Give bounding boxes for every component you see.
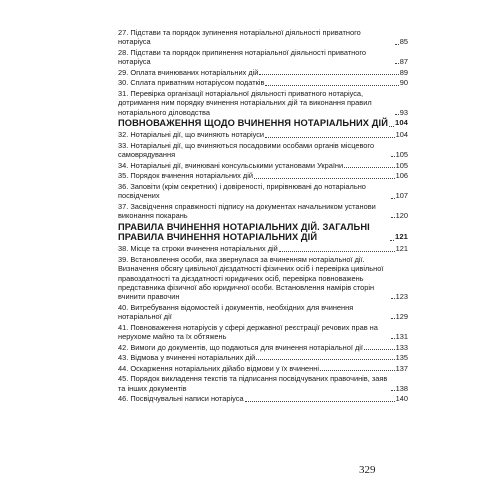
toc-entry xyxy=(118,130,408,139)
toc-entry-title: 38. Місце та строки вчинення нотаріальних дій xyxy=(118,244,278,254)
toc-leader-dots xyxy=(391,390,395,391)
toc-entry xyxy=(118,202,408,221)
toc-entry-line xyxy=(118,244,408,253)
toc-page-number: 85 xyxy=(399,37,408,47)
toc-page-number: 104 xyxy=(395,118,408,128)
toc-entry-line xyxy=(118,68,408,77)
toc-entry-title: 30. Сплата приватним нотаріусом податків xyxy=(118,78,265,88)
toc-entry-line xyxy=(118,255,408,301)
toc-page-number: 90 xyxy=(399,78,408,88)
toc-leader-dots xyxy=(320,370,395,371)
toc-section-heading xyxy=(118,222,408,243)
toc-entry-line xyxy=(118,353,408,362)
toc-leader-dots xyxy=(364,349,395,350)
toc-entry-title: 34. Нотаріальні дії, вчинювані консульськими установами України xyxy=(118,160,344,170)
toc-entry-title: 42. Вимоги до документів, що подаються для вчинення нотаріальної дії xyxy=(118,342,363,352)
toc-section-heading xyxy=(118,118,408,129)
toc-leader-dots xyxy=(279,251,395,252)
toc-entry-title: 39. Встановлення особи, яка звернулася за вчиненням нотаріальної дії. Визначення обсягу цивільної дієздатності фізичних осіб і перевірка цивільної правоздатності та дієздатності юридичних осіб, перевірка повноважень представника фізичної або юридичної особи. Встановлення намірів сторін вчинити правочин xyxy=(118,254,384,302)
toc-page-number: 89 xyxy=(399,67,408,77)
toc-entry-line xyxy=(118,28,408,47)
toc-entry-line xyxy=(118,78,408,87)
toc-leader-dots xyxy=(254,178,395,179)
toc-entry-line xyxy=(118,141,408,160)
toc-leader-dots xyxy=(391,198,395,199)
toc-entry-title: 31. Перевірка організації нотаріальної діяльності приватного нотаріуса, дотримання ним порядку вчинення нотаріальних дій та виконання правил нотаріального діловодства xyxy=(118,88,372,117)
toc-page-number: 140 xyxy=(395,394,408,404)
toc-page-number: 133 xyxy=(395,342,408,352)
toc-leader-dots xyxy=(245,401,395,402)
toc-page-number: 121 xyxy=(395,232,408,242)
toc-entry xyxy=(118,255,408,301)
toc-page-number: 131 xyxy=(395,331,408,341)
page-number: 329 xyxy=(359,464,376,476)
toc-page-number: 129 xyxy=(395,312,408,322)
toc-page-number: 137 xyxy=(395,363,408,373)
toc-entry-line xyxy=(118,130,408,139)
toc-entry xyxy=(118,161,408,170)
toc-entry xyxy=(118,68,408,77)
toc-entry-title: 43. Відмова у вчиненні нотаріальних дій xyxy=(118,353,256,363)
toc-leader-dots xyxy=(344,167,395,168)
toc-entry xyxy=(118,353,408,362)
toc-entry-title: 28. Підстави та порядок припинення нотаріальної діяльності приватного нотаріуса xyxy=(118,47,367,67)
toc-entry-title: 45. Порядок викладення текстів та підписання посвідчуваних правочинів, заяв та інших документів xyxy=(118,374,388,393)
toc-entry xyxy=(118,374,408,393)
toc-entry-line xyxy=(118,323,408,342)
toc-entry-title: 37. Засвідчення справжності підпису на документах начальником установи виконання покарань xyxy=(118,201,376,221)
toc-entry-title: 46. Посвідчувальні написи нотаріуса xyxy=(118,394,244,404)
toc-leader-dots xyxy=(256,359,394,360)
toc-entry-line xyxy=(118,343,408,352)
toc-page-number: 105 xyxy=(395,150,408,160)
toc-page-number: 120 xyxy=(395,211,408,221)
toc-entry-line xyxy=(118,364,408,373)
toc-entry-line xyxy=(118,202,408,221)
toc-page-number: 87 xyxy=(399,57,408,67)
toc-entry-line xyxy=(118,171,408,180)
toc-entry-line xyxy=(118,118,408,129)
toc-entry-title: 40. Витребування відомостей і документів, необхідних для вчинення нотаріальної дії xyxy=(118,302,354,322)
toc-leader-dots xyxy=(391,298,395,299)
toc-entry xyxy=(118,141,408,160)
toc-entry-title: ПОВНОВАЖЕННЯ ЩОДО ВЧИНЕННЯ НОТАРІАЛЬНИХ ДІЙ xyxy=(118,118,388,129)
toc-page-number: 106 xyxy=(395,171,408,181)
toc-page-number: 138 xyxy=(395,383,408,393)
toc-entry-title: 29. Оплата вчинюваних нотаріальних дій xyxy=(118,67,259,77)
toc-leader-dots xyxy=(391,338,395,339)
toc-leader-dots xyxy=(395,44,399,45)
toc-entry-title: 32. Нотаріальні дії, що вчиняють нотаріуси xyxy=(118,130,265,140)
toc-leader-dots xyxy=(395,63,399,64)
toc-entry xyxy=(118,89,408,117)
toc-entry xyxy=(118,303,408,322)
toc-page-number: 107 xyxy=(395,191,408,201)
toc-entry-title: 33. Нотаріальні дії, що вчиняються посадовими особами органів місцевого самоврядування xyxy=(118,140,375,160)
toc-entry xyxy=(118,343,408,352)
toc-page-number: 104 xyxy=(395,130,408,140)
toc-leader-dots xyxy=(265,85,398,86)
toc-entry xyxy=(118,171,408,180)
toc-entry xyxy=(118,244,408,253)
toc-entry-line xyxy=(118,89,408,117)
toc-leader-dots xyxy=(391,318,395,319)
toc-page-number: 93 xyxy=(399,107,408,117)
toc-entry-line xyxy=(118,161,408,170)
toc-entry-line xyxy=(118,303,408,322)
toc-leader-dots xyxy=(390,240,394,241)
table-of-contents xyxy=(118,28,408,405)
toc-entry-title: 44. Оскарження нотаріальних дійабо відмови у їх вчиненні xyxy=(118,363,319,373)
toc-page-number: 121 xyxy=(395,244,408,254)
toc-entry-line xyxy=(118,222,408,243)
toc-entry xyxy=(118,48,408,67)
toc-entry xyxy=(118,78,408,87)
toc-leader-dots xyxy=(391,217,395,218)
toc-page-number: 123 xyxy=(395,292,408,302)
toc-entry xyxy=(118,28,408,47)
toc-entry-title: 36. Заповіти (крім секретних) і довіреності, прирівнювані до нотаріально посвідчених xyxy=(118,181,366,201)
toc-entry xyxy=(118,364,408,373)
toc-entry-title: 27. Підстави та порядок зупинення нотаріальної діяльності приватного нотаріуса xyxy=(118,28,361,47)
toc-entry-line xyxy=(118,374,408,393)
toc-entry-title: 41. Повноваження нотаріусів у сфері державної реєстрації речових прав на нерухоме майно та їх обтяжень xyxy=(118,322,378,341)
toc-entry xyxy=(118,323,408,342)
toc-entry-line xyxy=(118,182,408,201)
toc-leader-dots xyxy=(389,126,394,127)
toc-entry-title: 35. Порядок вчинення нотаріальних дій xyxy=(118,171,253,181)
toc-entry xyxy=(118,394,408,403)
toc-page-number: 105 xyxy=(395,160,408,170)
toc-leader-dots xyxy=(391,156,395,157)
toc-leader-dots xyxy=(395,114,399,115)
toc-entry-line xyxy=(118,394,408,403)
toc-leader-dots xyxy=(265,137,395,138)
toc-entry xyxy=(118,182,408,201)
toc-leader-dots xyxy=(259,74,398,75)
toc-page-number: 135 xyxy=(395,353,408,363)
toc-entry-title: ПРАВИЛА ВЧИНЕННЯ НОТАРІАЛЬНИХ ДІЙ. ЗАГАЛЬНІ ПРАВИЛА ВЧИНЕННЯ НОТАРІАЛЬНИХ ДІЙ xyxy=(118,221,370,243)
toc-entry-line xyxy=(118,48,408,67)
